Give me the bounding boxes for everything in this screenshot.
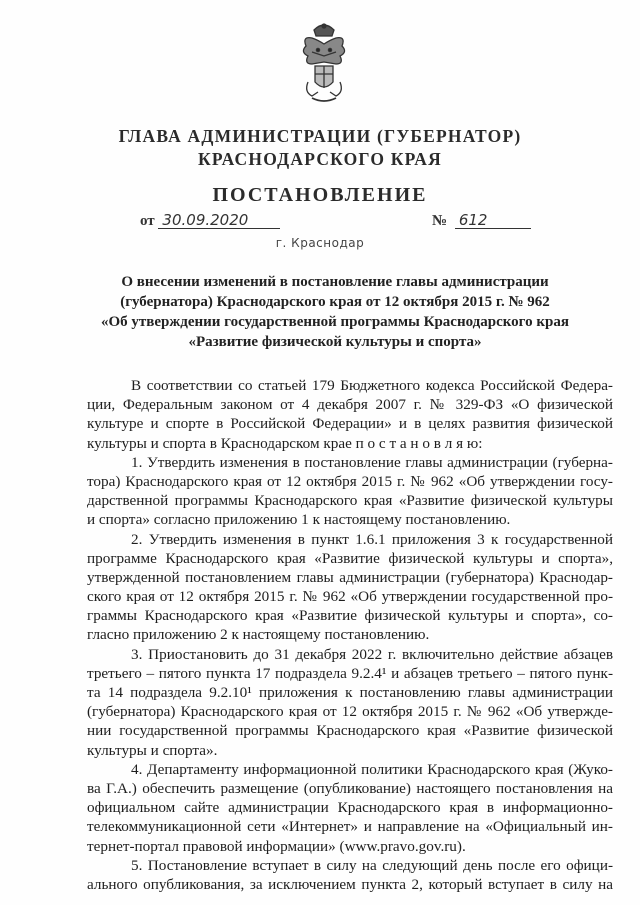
title-line: «Об утверждении государственной программы Краснодарского края (101, 314, 569, 330)
paragraph-item-4 (87, 760, 613, 856)
text-line: культуры и спорта в Краснодарском крае п о с т а н о в л я ю: (87, 434, 483, 452)
paragraph-item-3 (87, 645, 613, 760)
title-line: О внесении изменений в постановление главы администрации (121, 274, 549, 290)
text-line: нии государственной программы Краснодарского края «Развитие физической (87, 722, 613, 740)
paragraph-preamble (87, 376, 613, 453)
document-type-heading: ПОСТАНОВЛЕНИЕ (212, 184, 428, 206)
text-line: культуре и спорте в Российской Федерации» и в целях развития физической (87, 415, 613, 433)
text-line: ального опубликования, за исключением пункта 2, который вступает в силу на (87, 875, 613, 893)
text-line: тернет-портал правовой информации» (www.pravo.gov.ru). (87, 837, 466, 855)
number-field (432, 212, 531, 230)
text-line: официальном сайте администрации Краснодарского края в информационно- (87, 799, 613, 817)
text-line: ции, Федеральным законом от 4 декабря 2007 г. № 329-ФЗ «О физической (87, 396, 613, 414)
number-label: № (432, 213, 448, 229)
text-line: 3. Приостановить до 31 декабря 2022 г. включительно действие абзацев (131, 645, 613, 663)
number-value: 612 (455, 212, 531, 229)
paragraph-item-1 (87, 453, 613, 530)
text-line: ского края от 12 октября 2015 г. № 962 «Об утверждении государственной про- (87, 588, 613, 606)
date-value: 30.09.2020 (158, 212, 280, 229)
text-line: утвержденной постановлением главы администрации (губернатора) Краснодар- (87, 568, 613, 586)
text-line: культуры и спорта». (87, 741, 218, 759)
text-line: граммы Краснодарского края «Развитие физической культуры и спорта», со- (87, 607, 613, 625)
text-line: 5. Постановление вступает в силу на следующий день после его офици- (131, 856, 613, 874)
text-line: 1. Утвердить изменения в постановление главы администрации (губерна- (131, 453, 613, 471)
text-line: телекоммуникационной сети «Интернет» и направление на «Официальный ин- (87, 818, 613, 836)
text-line: 2. Утвердить изменения в пункт 1.6.1 приложения 3 к государственной (131, 530, 613, 548)
text-line: дарственной программы Краснодарского края «Развитие физической культуры (87, 492, 613, 510)
text-line: и спорта» согласно приложению 1 к настоящему постановлению. (87, 511, 511, 529)
organization-name-line-2: КРАСНОДАРСКОГО КРАЯ (198, 149, 442, 169)
text-line: гласно приложению 2 к настоящему постановлению. (87, 626, 430, 644)
resolution-title (100, 272, 570, 352)
coat-of-arms-emblem (298, 22, 350, 104)
paragraph-item-5 (87, 856, 613, 894)
text-line: ва Г.А.) обеспечить размещение (опубликование) настоящего постановления на (87, 779, 613, 797)
title-line: (губернатора) Краснодарского края от 12 октября 2015 г. № 962 (120, 294, 550, 310)
organization-name-line-1: ГЛАВА АДМИНИСТРАЦИИ (ГУБЕРНАТОР) (118, 126, 522, 146)
text-line: (губернатора) Краснодарского края от 12 октября 2015 г. № 962 «Об утвержде- (87, 703, 613, 721)
text-line: третьего – пятого пункта 17 подраздела 9.2.4¹ и абзацев третьего – пятого пунк- (87, 664, 613, 682)
text-line: 4. Департаменту информационной политики Краснодарского края (Жуко- (131, 760, 613, 778)
paragraph-item-2 (87, 530, 613, 645)
date-field (140, 212, 280, 230)
text-line: В соответствии со статьей 179 Бюджетного кодекса Российской Федера- (131, 377, 613, 394)
title-line: «Развитие физической культуры и спорта» (188, 334, 482, 350)
date-label: от (140, 213, 155, 229)
city-label: г. Краснодар (275, 236, 365, 250)
text-line: тора) Краснодарского края от 12 октября 2015 г. № 962 «Об утверждении госу- (87, 472, 613, 490)
document-body (87, 376, 613, 894)
text-line: та 14 подраздела 9.2.10¹ приложения к постановлению главы администрации (87, 684, 613, 701)
text-line: программе Краснодарского края «Развитие физической культуры и спорта», (87, 549, 613, 567)
